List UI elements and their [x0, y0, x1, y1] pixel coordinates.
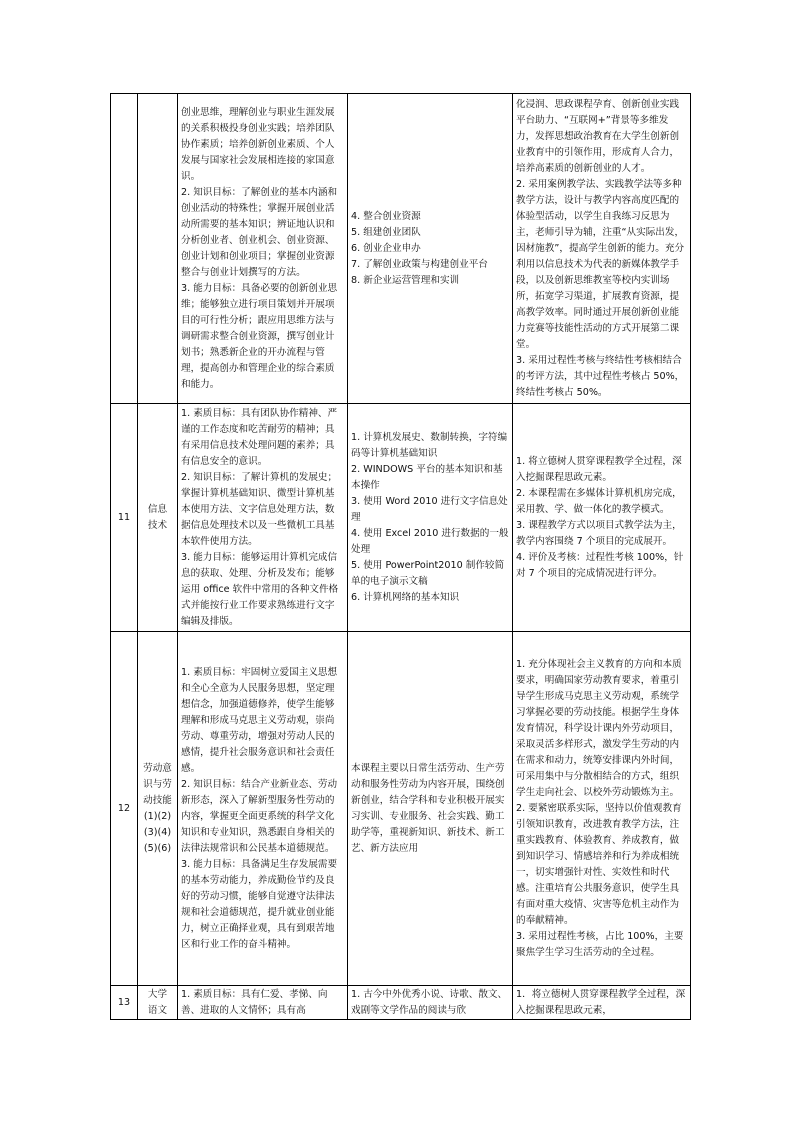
content-text: 5. 使用 PowerPoint2010 制作较简单的电子演示文稿 [351, 559, 505, 587]
requirement-text: 2. 要紧密联系实际，坚持以价值观教育引领知识教育，改进教育教学方法，注重实践教育、体验教育、养成教育，做到知识学习、情感培养和行为养成相统一，切实增强针对性、实效性和时代感。注重培育公共服务意识，使学生具有面对重大疫情、灾害等危机主动作为的奉献精神。 [516, 802, 682, 926]
course-name-line: (5)(6) [143, 842, 172, 854]
content-text: 1. 计算机发展史、数制转换，字符编码等计算机基础知识 [351, 431, 508, 459]
objective-text: 3. 能力目标：具备必要的创新创业思维；能够独立进行项目策划并开展项目的可行性分析；跟应用思维方法与调研需求整合创业资源，撰写创业计划书；熟悉新企业的开办流程与管理，提高创办和管理企业的综合素质和能力。 [181, 282, 338, 390]
requirements-cell [513, 94, 691, 404]
objective-text: 3. 能力目标：能够运用计算机完成信息的获取、处理、分析及发布；能够运用 office 软件中常用的各种文件格式并能按行业工作要求熟练进行文字编辑及排版。 [181, 551, 339, 627]
content-cell [348, 404, 513, 632]
objectives-cell [178, 986, 348, 1020]
requirement-text: 1. 充分体现社会主义教育的方向和本质要求，明确国家劳动教育要求，着重引导学生形成马克思主义劳动观，系统学习掌握必要的劳动技能。根据学生身体发育情况，科学设计课内外劳动项目，采取灵活多样形式，激发学生劳动的内在需求和动力，统筹安排课内外时间，可采用集中与分散相结合的方式，组织学生走向社会、以校外劳动锻炼为主。 [516, 658, 682, 798]
objective-text: 2. 知识目标：了解计算机的发展史；掌握计算机基础知识、微型计算机基本使用方法、文字信息处理方法，数据信息处理技术以及一些微机工具基本软件使用方法。 [181, 471, 338, 547]
requirement-text: 2. 采用案例教学法、实践教学法等多种教学方法，设计与教学内容高度匹配的体验型活动，以学生自我练习反思为主，老师引导为辅，注重“从实际出发，因材施教”，提高学生创新的能力。充分利用以信息技术为代表的新媒体教学手段，以及创新思维教室等校内实训场所，拓宽学习渠道，扩展教育资源，提高教学效率。同时通过开展创新创业能力竞赛等技能性活动的方式开展第二课堂。 [516, 178, 685, 350]
table-row [111, 986, 691, 1020]
content-text: 本课程主要以日常生活劳动、生产劳动和服务性劳动为内容开展，围绕创新创业，结合学科和专业积极开展实习实训、专业服务、社会实践、勤工助学等，重视新知识、新技术、新工艺、新方法应用 [351, 762, 505, 854]
content-text: 3. 使用 Word 2010 进行文字信息处理 [351, 495, 508, 523]
requirements-cell [513, 632, 691, 986]
objective-text: 2. 知识目标：了解创业的基本内涵和创业活动的特殊性；掌握开展创业活动所需要的基本知识；辨证地认识和分析创业者、创业机会、创业资源、创业计划和创业项目；掌握创业资源整合与创业计划撰写的方法。 [181, 186, 338, 278]
row-number: 13 [111, 986, 138, 1020]
row-number: 11 [111, 404, 138, 632]
objective-text: 3. 能力目标：具备满足生存发展需要的基本劳动能力，养成勤俭节约及良好的劳动习惯，能够自觉遵守法律法规和社会道德规范，提升就业创业能力，树立正确择业观，具有到艰苦地区和行业工作的奋斗精神。 [181, 858, 338, 950]
course-name [138, 632, 178, 986]
course-name [138, 404, 178, 632]
row-number: 12 [111, 632, 138, 986]
course-name-line: 识与劳 [143, 778, 172, 790]
content-text: 8. 新企业运营管理和实训 [351, 274, 460, 286]
table-row [111, 632, 691, 986]
content-text: 7. 了解创业政策与构建创业平台 [351, 258, 488, 270]
objective-text: 创业思维，理解创业与职业生涯发展的关系积极投身创业实践；培养团队协作素质；培养创新创业素质、个人发展与国家社会发展相连接的家国意识。 [181, 106, 335, 182]
course-name-line: 语文 [147, 1004, 168, 1016]
row-number [111, 94, 138, 404]
course-name-line: 技术 [147, 519, 168, 531]
curriculum-table [110, 93, 691, 1020]
course-name-line: (3)(4) [143, 826, 172, 838]
course-name-line: (1)(2) [143, 810, 172, 822]
table-row [111, 94, 691, 404]
course-name-line: 劳动意 [143, 762, 172, 774]
requirements-cell [513, 986, 691, 1020]
content-text: 6. 计算机网络的基本知识 [351, 591, 460, 603]
objective-text: 1. 素质目标：牢固树立爱国主义思想和全心全意为人民服务思想，坚定理想信念，加强道德修养，使学生能够理解和形成马克思主义劳动观，崇尚劳动、尊重劳动，增强对劳动人民的感情，提升社会服务意识和社会责任感。 [181, 666, 338, 774]
requirement-text: 3. 课程教学方式以项目式教学法为主，教学内容围绕 7 个项目的完成展开。 [516, 519, 682, 547]
objective-text: 1. 素质目标：具有团队协作精神、严谨的工作态度和吃苦耐劳的精神；具有采用信息技术处理问题的素养；具有信息安全的意识。 [181, 407, 338, 467]
requirements-cell [513, 404, 691, 632]
content-text: 6. 创业企业申办 [351, 242, 421, 254]
requirement-text: 1．将立德树人贯穿课程教学全过程，深入挖掘课程思政元素， [516, 988, 686, 1016]
content-cell [348, 632, 513, 986]
course-name-line: 动技能 [143, 794, 172, 806]
table-row [111, 404, 691, 632]
course-name-line: 信息 [147, 503, 168, 515]
content-cell [348, 986, 513, 1020]
objectives-cell [178, 632, 348, 986]
objectives-cell [178, 94, 348, 404]
requirement-text: 4. 评价及考核：过程性考核 100%，针对 7 个项目的完成情况进行评分。 [516, 551, 684, 579]
content-cell [348, 94, 513, 404]
course-name [138, 94, 178, 404]
requirement-text: 3. 采用过程性考核，占比 100%，主要聚焦学生学习生活劳动的全过程。 [516, 930, 684, 958]
objectives-cell [178, 404, 348, 632]
objective-text: 1. 素质目标：具有仁爱、孝悌、向善、进取的人文情怀；具有高 [181, 988, 328, 1016]
requirement-text: 2. 本课程需在多媒体计算机机房完成，采用教、学、做一体化的教学模式。 [516, 487, 682, 515]
requirement-text: 3. 采用过程性考核与终结性考核相结合的考评方法，其中过程性考核占 50%，终结性考核占 50%。 [516, 354, 685, 398]
content-text: 1. 古今中外优秀小说、诗歌、散文、戏剧等文学作品的阅读与欣 [351, 988, 508, 1016]
content-text: 2. WINDOWS 平台的基本知识和基本操作 [351, 463, 503, 491]
requirement-text: 化浸润、思政课程孕育、创新创业实践平台助力、“互联网+”背景等多维发力，发挥思想政治教育在大学生创新创业教育中的引领作用，形成育人合力，培养高素质的创新创业的人才。 [516, 98, 680, 174]
content-text: 5. 组建创业团队 [351, 226, 421, 238]
objective-text: 2. 知识目标：结合产业新业态、劳动新形态，深入了解新型服务性劳动的内容，掌握更全面更系统的科学文化知识和专业知识，熟悉跟自身相关的法律法规常识和公民基本道德规范。 [181, 778, 338, 854]
content-text: 4. 整合创业资源 [351, 210, 421, 222]
course-name-line: 大学 [147, 988, 168, 1000]
content-text: 4. 使用 Excel 2010 进行数据的一般处理 [351, 527, 509, 555]
requirement-text: 1. 将立德树人贯穿课程教学全过程，深入挖掘课程思政元素。 [516, 455, 682, 483]
course-name [138, 986, 178, 1020]
